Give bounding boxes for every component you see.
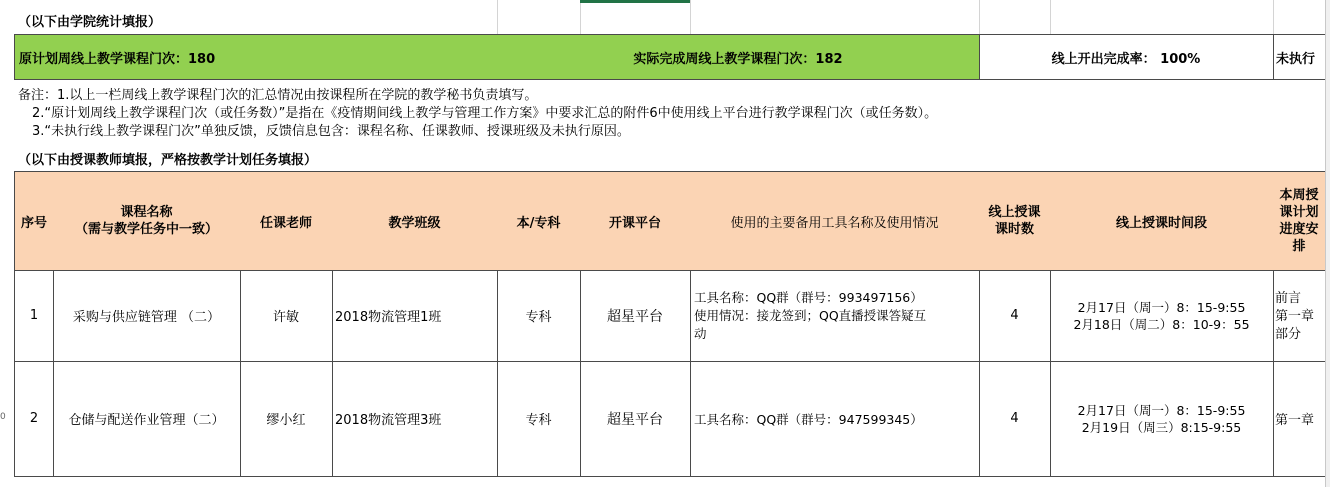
row1-hours[interactable]: 4 bbox=[979, 270, 1051, 362]
header-course-line1: 课程名称 bbox=[120, 205, 173, 220]
header-class[interactable]: 教学班级 bbox=[332, 171, 498, 271]
row1-tools-line1: 工具名称：QQ群（群号：993497156） bbox=[694, 290, 923, 305]
header-plan[interactable] bbox=[1273, 171, 1326, 271]
note-line-1: 备注：1.以上一栏周线上教学课程门次的汇总情况由按课程所在学院的教学秘书负责填写。 bbox=[18, 88, 538, 103]
header-course-line2: （需与教学任务中一致） bbox=[74, 222, 218, 237]
row2-course[interactable]: 仓储与配送作业管理（二） bbox=[53, 361, 241, 477]
row2-time-line2: 2月19日（周三）8:15-9:55 bbox=[1081, 419, 1242, 435]
row1-plan-line1: 前言 bbox=[1275, 291, 1302, 306]
row2-plan[interactable]: 第一章 bbox=[1273, 361, 1326, 477]
row2-tools[interactable]: 工具名称：QQ群（群号：947599345） bbox=[690, 361, 980, 477]
row1-course[interactable]: 采购与供应链管理 （二） bbox=[53, 270, 241, 362]
note-line-3: 3.“未执行线上教学课程门次”单独反馈，反馈信息包含：课程名称、任课教师、授课班级及未执行原因。 bbox=[32, 124, 630, 139]
planned-courses-cell[interactable]: 原计划周线上教学课程门次：180 bbox=[14, 34, 498, 80]
header-plan-line2: 课计划 bbox=[1279, 205, 1319, 220]
completion-rate-cell[interactable]: 线上开出完成率： 100% bbox=[979, 34, 1274, 80]
header-time[interactable]: 线上授课时间段 bbox=[1050, 171, 1274, 271]
row2-class[interactable]: 2018物流管理3班 bbox=[332, 361, 498, 477]
header-tools[interactable]: 使用的主要备用工具名称及使用情况 bbox=[690, 171, 980, 271]
actual-courses-cell[interactable]: 实际完成周线上教学课程门次：182 bbox=[497, 34, 980, 80]
row1-tools-line3: 动 bbox=[694, 326, 707, 341]
row1-tools[interactable] bbox=[690, 270, 980, 362]
window-edge bbox=[1325, 0, 1330, 487]
row2-time[interactable] bbox=[1050, 361, 1274, 477]
row2-teacher[interactable]: 缪小红 bbox=[240, 361, 333, 477]
header-hours[interactable] bbox=[979, 171, 1051, 271]
row-header-fragment: 0 bbox=[0, 412, 6, 422]
row1-teacher[interactable]: 许敏 bbox=[240, 270, 333, 362]
header-level[interactable]: 本/专科 bbox=[497, 171, 581, 271]
header-plan-line4: 排 bbox=[1292, 239, 1306, 254]
header-hours-line2: 课时数 bbox=[994, 222, 1034, 237]
row1-seq[interactable]: 1 bbox=[14, 270, 54, 362]
row1-tools-line2: 使用情况：接龙签到；QQ直播授课答疑互 bbox=[694, 308, 927, 323]
teacher-section-header[interactable]: （以下由授课教师填报，严格按教学计划任务填报） bbox=[18, 152, 318, 168]
note-line-2: 2.“原计划周线上教学课程门次（或任务数）”是指在《疫情期间线上教学与管理工作方案》中要求汇总的附件6中使用线上平台进行教学课程门次（或任务数）。 bbox=[32, 106, 938, 121]
row1-time-line2: 2月18日（周二）8：10-9：55 bbox=[1073, 316, 1250, 332]
selected-cell-indicator bbox=[580, 0, 690, 3]
row1-plan[interactable] bbox=[1273, 270, 1326, 362]
college-section-header[interactable]: （以下由学院统计填报） bbox=[18, 14, 162, 30]
row1-level[interactable]: 专科 bbox=[497, 270, 581, 362]
header-plan-line3: 进度安 bbox=[1279, 222, 1319, 237]
row1-time[interactable] bbox=[1050, 270, 1274, 362]
row1-platform[interactable]: 超星平台 bbox=[580, 270, 691, 362]
header-platform[interactable]: 开课平台 bbox=[580, 171, 691, 271]
header-plan-line1: 本周授 bbox=[1279, 188, 1319, 203]
row1-plan-line3: 部分 bbox=[1275, 327, 1302, 342]
header-hours-line1: 线上授课 bbox=[988, 205, 1041, 220]
row1-time-line1: 2月17日（周一）8：15-9:55 bbox=[1077, 299, 1246, 315]
row2-platform[interactable]: 超星平台 bbox=[580, 361, 691, 477]
header-teacher[interactable]: 任课老师 bbox=[240, 171, 333, 271]
header-seq[interactable]: 序号 bbox=[14, 171, 54, 271]
row2-seq[interactable]: 2 bbox=[14, 361, 54, 477]
not-executed-cell[interactable]: 未执行 bbox=[1273, 34, 1326, 80]
row1-plan-line2: 第一章 bbox=[1275, 309, 1315, 324]
row2-hours[interactable]: 4 bbox=[979, 361, 1051, 477]
header-course[interactable] bbox=[53, 171, 241, 271]
row2-time-line1: 2月17日（周一）8：15-9:55 bbox=[1077, 402, 1246, 418]
row1-class[interactable]: 2018物流管理1班 bbox=[332, 270, 498, 362]
row2-level[interactable]: 专科 bbox=[497, 361, 581, 477]
